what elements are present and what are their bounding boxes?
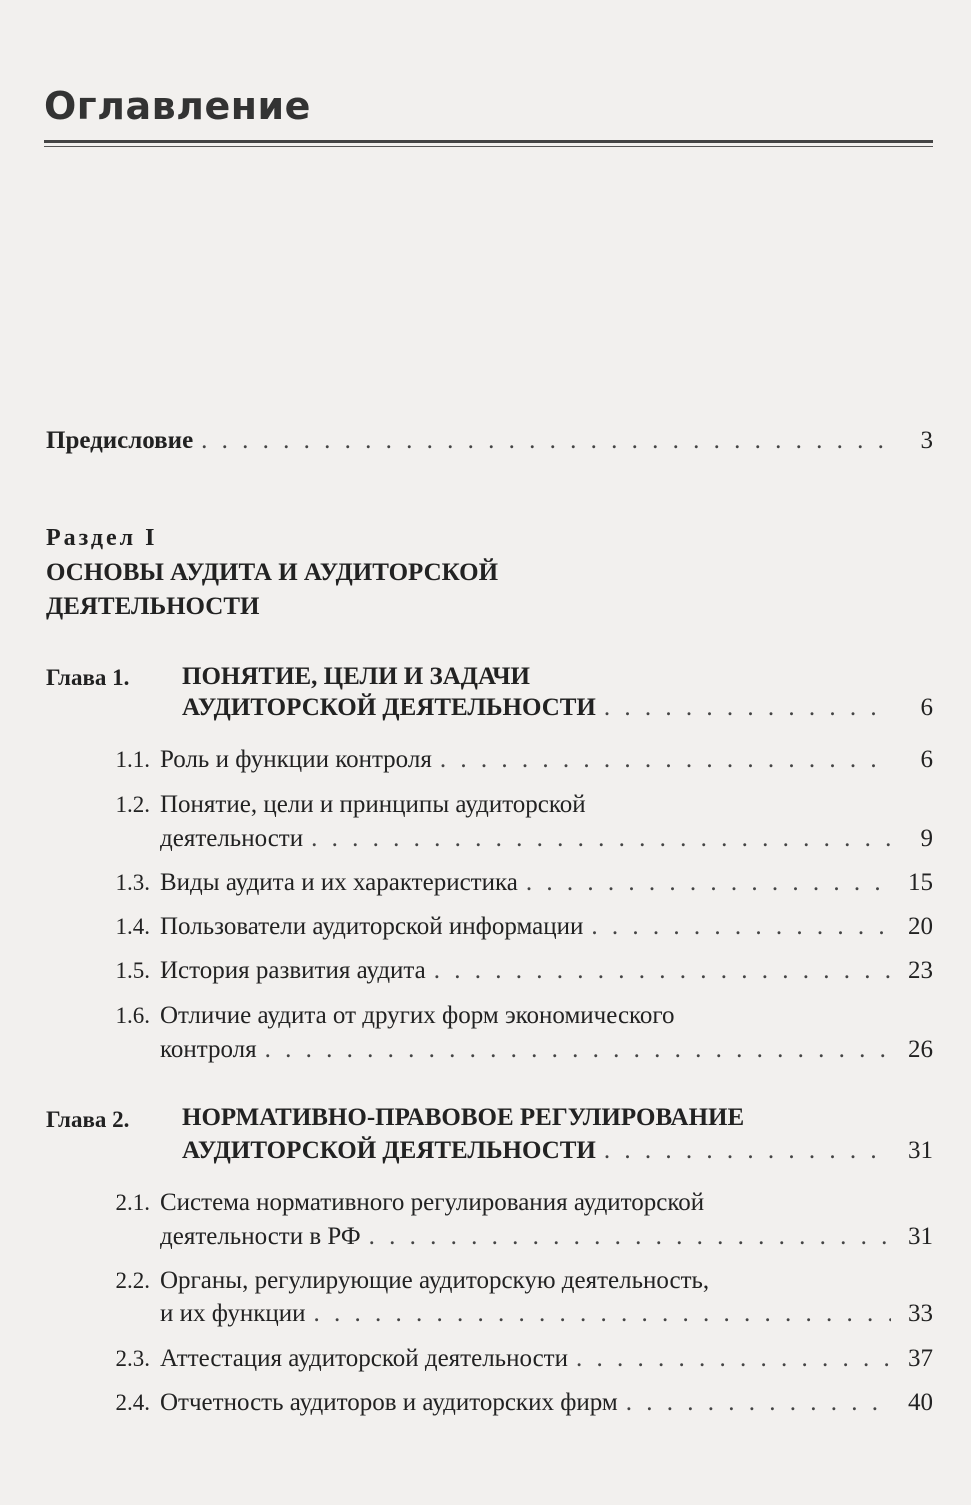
chapter-label: Глава 1. — [46, 665, 130, 690]
item-title-line1: Отличие аудита от других форм экономического — [160, 1002, 675, 1029]
leader-dots — [626, 1386, 891, 1420]
page-number: 9 — [920, 825, 933, 852]
section-title-line2: ДЕЯТЕЛЬНОСТИ — [46, 593, 260, 620]
chapter-title-line1: НОРМАТИВНО-ПРАВОВОЕ РЕГУЛИРОВАНИЕ — [182, 1104, 745, 1131]
item-title: Отчетность аудиторов и аудиторских фирм — [160, 1389, 618, 1416]
toc-entry-chapter-2[interactable] — [182, 1134, 933, 1168]
leader-dots — [526, 866, 891, 900]
item-number: 1.4. — [115, 914, 150, 939]
item-number: 2.3. — [115, 1346, 150, 1371]
item-title-line1: Система нормативного регулирования аудиторской — [160, 1189, 705, 1216]
item-title: Роль и функции контроля — [160, 746, 432, 773]
leader-dots — [591, 910, 891, 944]
chapter-label: Глава 2. — [46, 1107, 130, 1132]
item-title-line1: Органы, регулирующие аудиторскую деятельность, — [160, 1267, 710, 1294]
item-number: 1.2. — [115, 792, 150, 817]
item-title: Аттестация аудиторской деятельности — [160, 1345, 568, 1372]
item-title-line2: и их функции — [160, 1300, 306, 1327]
item-title-line2: деятельности в РФ — [160, 1223, 361, 1250]
item-number: 2.1. — [115, 1190, 150, 1215]
toc-entry-chapter-1[interactable] — [182, 691, 933, 725]
section-label: Раздел I — [46, 525, 158, 551]
leader-dots — [314, 1297, 892, 1331]
leader-dots — [311, 822, 891, 856]
leader-dots — [604, 1134, 891, 1168]
item-number: 1.1. — [115, 747, 150, 772]
item-title: История развития аудита — [160, 957, 426, 984]
page-number: 15 — [908, 869, 933, 896]
item-title: Пользователи аудиторской информации — [160, 913, 584, 940]
item-title: Виды аудита и их характеристика — [160, 869, 518, 896]
toc-entry-preface[interactable] — [46, 424, 933, 458]
page-number: 37 — [908, 1345, 933, 1372]
toc-entry-1-1[interactable] — [160, 743, 933, 777]
toc-entry-2-1[interactable] — [160, 1220, 933, 1254]
title-rule-thick — [44, 140, 933, 143]
item-number: 1.3. — [115, 870, 150, 895]
section-title-line1: ОСНОВЫ АУДИТА И АУДИТОРСКОЙ — [46, 559, 499, 586]
page-number: 31 — [908, 1223, 933, 1250]
page-number: 31 — [908, 1137, 933, 1164]
toc-entry-1-5[interactable] — [160, 954, 933, 988]
toc-entry-1-2[interactable] — [160, 822, 933, 856]
page-number: 3 — [920, 427, 933, 454]
title-rule-thin — [44, 146, 933, 147]
leader-dots — [604, 691, 891, 725]
preface-label: Предисловие — [46, 427, 194, 454]
leader-dots — [369, 1220, 891, 1254]
item-number: 1.6. — [115, 1003, 150, 1028]
leader-dots — [434, 954, 891, 988]
item-title-line1: Понятие, цели и принципы аудиторской — [160, 791, 586, 818]
toc-entry-1-4[interactable] — [160, 910, 933, 944]
page-number: 33 — [908, 1300, 933, 1327]
toc-entry-2-2[interactable] — [160, 1297, 933, 1331]
chapter-title-line1: ПОНЯТИЕ, ЦЕЛИ И ЗАДАЧИ — [182, 663, 530, 690]
page-number: 20 — [908, 913, 933, 940]
leader-dots — [265, 1033, 891, 1067]
item-number: 1.5. — [115, 958, 150, 983]
page-number: 26 — [908, 1036, 933, 1063]
toc-entry-1-3[interactable] — [160, 866, 933, 900]
leader-dots — [576, 1342, 891, 1376]
item-title-line2: деятельности — [160, 825, 304, 852]
toc-entry-2-3[interactable] — [160, 1342, 933, 1376]
page-number: 23 — [908, 957, 933, 984]
leader-dots — [201, 424, 891, 458]
page-number: 40 — [908, 1389, 933, 1416]
item-title-line2: контроля — [160, 1036, 257, 1063]
page-title: Оглавление — [44, 84, 311, 128]
chapter-title-line2: АУДИТОРСКОЙ ДЕЯТЕЛЬНОСТИ — [182, 1137, 596, 1164]
leader-dots — [440, 743, 891, 777]
toc-entry-2-4[interactable] — [160, 1386, 933, 1420]
page-number: 6 — [920, 694, 933, 721]
item-number: 2.4. — [115, 1390, 150, 1415]
page-number: 6 — [920, 746, 933, 773]
toc-entry-1-6[interactable] — [160, 1033, 933, 1067]
chapter-title-line2: АУДИТОРСКОЙ ДЕЯТЕЛЬНОСТИ — [182, 694, 596, 721]
item-number: 2.2. — [115, 1268, 150, 1293]
